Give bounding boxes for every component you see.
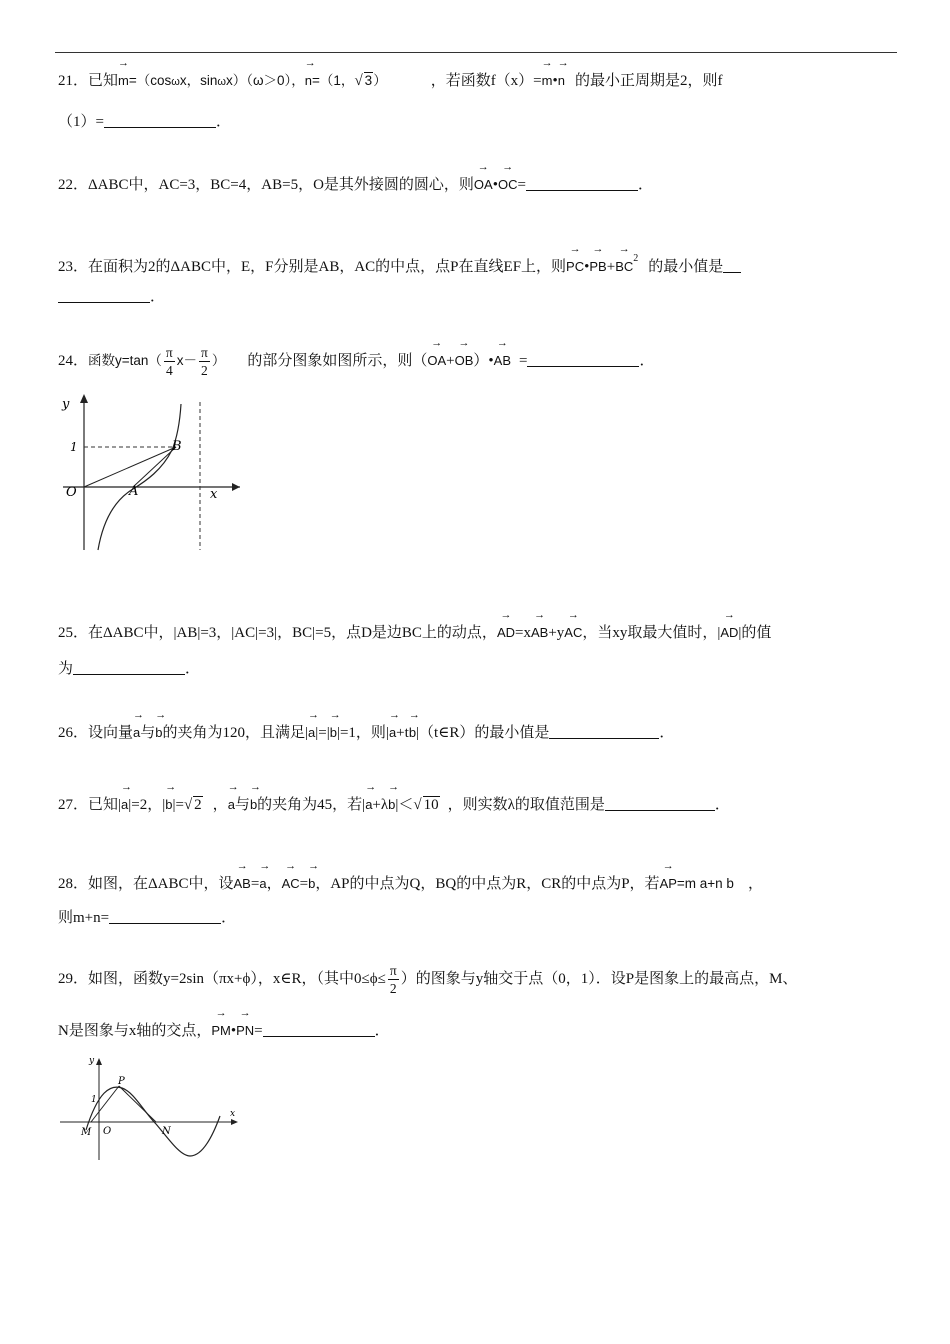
answer-blank-28[interactable] (109, 909, 221, 924)
answer-blank-22[interactable] (526, 176, 638, 191)
answer-blank-25[interactable] (73, 660, 185, 675)
sine-graph-figure (58, 1052, 248, 1164)
problem-number: 24． (58, 352, 89, 369)
segment-PN (119, 1086, 156, 1122)
problem-28: 28．如图，在ΔABC中，设→ AB=→ a，→ AC=→ b，AP的中点为Q，BQ的中点为R，CR的中点为P，若→ AP=m a+n b ， (58, 873, 763, 895)
problem-number: 26． (58, 725, 89, 741)
y-axis-arrow-icon (80, 394, 88, 403)
tick-1: 1 (91, 1095, 97, 1105)
problem-26: 26．设向量→ a与→ b的夹角为120，且满足|→ a|=|→ b|=1，则|→ a+t→ b|（t∈R）的最小值是 ． (58, 722, 674, 744)
point-B-label: B (172, 439, 182, 454)
tan-graph-figure (58, 390, 248, 555)
problem-21: 21．已知→ m=（cosωx，sinωx）（ω＞0），→ n=（1，√ 3） ，若函数f（x）=→ m•→ n 的最小正周期是2，则f (58, 70, 723, 93)
answer-blank-27[interactable] (605, 796, 715, 811)
problem-25-cont: 为 ． (58, 661, 201, 677)
answer-blank-24[interactable] (527, 352, 639, 367)
fraction: $\frac{\pi}{2}$ (201, 345, 208, 378)
header-rule (55, 52, 897, 53)
problem-number: 23． (58, 259, 89, 275)
segment-AB (133, 447, 176, 487)
problem-number: 29． (58, 970, 89, 987)
fraction: $\frac{\pi}{4}$ (165, 345, 173, 378)
answer-blank-21[interactable] (104, 113, 216, 128)
problem-number: 27． (58, 797, 89, 813)
problem-29: 29．如图，函数y=2sin（πx+ϕ），x∈R，（其中0≤ϕ≤ $\frac{\pi}{2}$ ）的图象与y轴交于点（0，1）．设P是图象上的最高点，M、 (58, 963, 798, 996)
x-axis-arrow-icon (231, 1119, 238, 1125)
problem-number: 22． (58, 177, 89, 193)
point-A-label: A (129, 484, 139, 499)
segment-OB (84, 447, 176, 487)
origin-label: O (103, 1126, 112, 1137)
problem-27: 27．已知|→ a|=2，|→ b|=√ 2 ，→ a与→ b的夹角为45，若|→ a+λ→ b|＜√ 10 ，则实数λ的取值范围是 ． (58, 794, 730, 816)
problem-number: 28． (58, 876, 89, 892)
fraction: $\frac{\pi}{2}$ (389, 963, 397, 996)
y-axis-arrow-icon (96, 1058, 102, 1065)
answer-blank-29[interactable] (263, 1022, 375, 1037)
x-label: x (230, 1109, 236, 1119)
vector-n: → n (305, 70, 312, 92)
problem-22: 22．ΔABC中，AC=3，BC=4，AB=5，O是其外接圆的圆心，则→ OA•→ OC= ． (58, 174, 653, 196)
x-label: x (210, 487, 218, 502)
vector-m: → m (118, 70, 129, 92)
problem-21-cont: （1）= ． (58, 114, 231, 130)
answer-blank-26[interactable] (549, 724, 659, 739)
problem-24: 24．函数y=tan（ $\frac{\pi}{4}$ x－ $\frac{\pi}{2}$ ） 的部分图象如图所示，则（→ OA+→ OB）•→ AB = ． (58, 344, 655, 379)
y-label: y (89, 1056, 95, 1066)
answer-blank-23[interactable] (58, 288, 150, 303)
problem-28-cont: 则m+n= ． (58, 910, 237, 926)
x-axis-arrow-icon (232, 483, 240, 491)
problem-25: 25．在ΔABC中，|AB|=3，|AC|=3|，BC|=5，点D是边BC上的动点，→ AD=x→ AB+y→ AC，当xy取最大值时，|→ AD|的值 (58, 622, 771, 644)
point-P-label: P (118, 1076, 125, 1087)
problem-number: 25． (58, 625, 89, 641)
y-label: y (62, 397, 70, 412)
problem-23: 23．在面积为2的ΔABC中，E，F分别是AB，AC的中点，点P在直线EF上，则→ PC•→ $PB+\to BC^2$的最小值是 (58, 248, 741, 278)
origin-label: O (66, 485, 77, 500)
problem-number: 21． (58, 73, 89, 89)
point-M-label: M (81, 1127, 92, 1138)
tick-1: 1 (70, 440, 78, 454)
tan-curve (98, 404, 181, 550)
problem-23-cont: ． (58, 286, 165, 308)
problem-29-cont: N是图象与x轴的交点，→ PM•→ PN= ． (58, 1020, 390, 1042)
point-N-label: N (162, 1126, 171, 1137)
